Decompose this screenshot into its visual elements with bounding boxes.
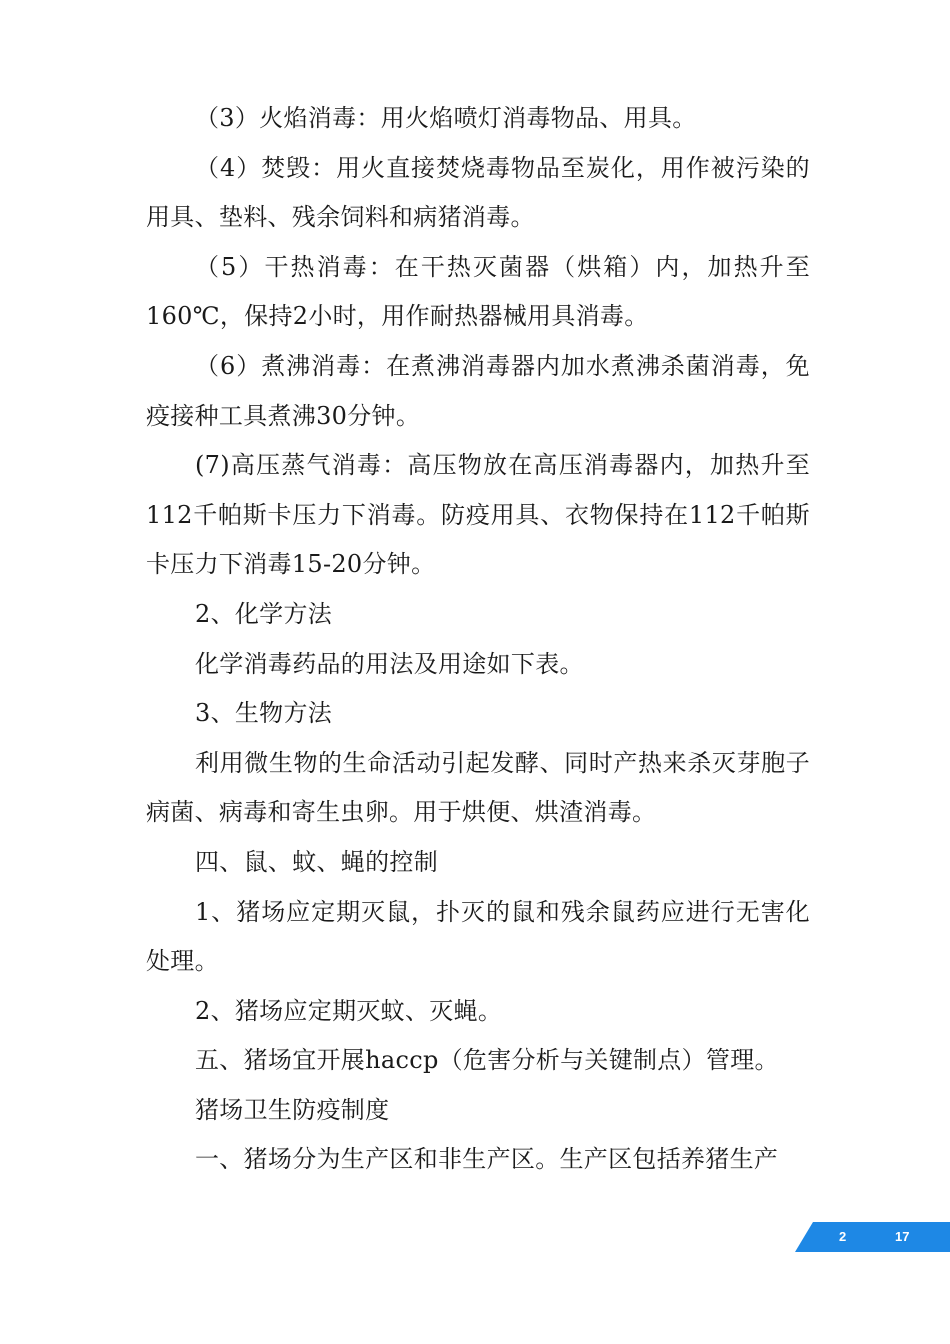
paragraph-rodent-control: 1、猪场应定期灭鼠，扑灭的鼠和残余鼠药应进行无害化处理。	[146, 897, 810, 976]
total-page-count: 17	[895, 1229, 910, 1244]
document-body	[146, 94, 810, 1185]
paragraph-high-pressure-steam: (7)高压蒸气消毒：高压物放在高压消毒器内，加热升至112千帕斯卡压力下消毒。防疫用具、衣物保持在112千帕斯卡压力下消毒15-20分钟。	[146, 451, 810, 579]
paragraph-zones: 一、猪场分为生产区和非生产区。生产区包括养猪生产	[195, 1145, 779, 1174]
paragraph-biological-usage: 利用微生物的生命活动引起发酵、同时产热来杀灭芽胞子病菌、病毒和寄生虫卵。用于烘便、烘渣消毒。	[146, 748, 810, 827]
page-number-bar	[795, 1222, 950, 1252]
paragraph-boiling-disinfection: （6）煮沸消毒：在煮沸消毒器内加水煮沸杀菌消毒，免疫接种工具煮沸30分钟。	[146, 351, 810, 430]
current-page-number: 2	[839, 1229, 847, 1244]
heading-biological-method: 3、生物方法	[195, 699, 333, 728]
page-number-badge	[795, 1222, 950, 1252]
paragraph-dry-heat-disinfection: （5）干热消毒：在干热灭菌器（烘箱）内，加热升至160℃，保持2小时，用作耐热器械用具消毒。	[146, 252, 810, 331]
paragraph-haccp: 五、猪场宜开展haccp（危害分析与关键制点）管理。	[195, 1046, 779, 1075]
heading-pest-control: 四、鼠、蚊、蝇的控制	[195, 847, 438, 876]
paragraph-chemical-usage: 化学消毒药品的用法及用途如下表。	[195, 649, 584, 678]
paragraph-incineration: （4）焚毁：用火直接焚烧毒物品至炭化，用作被污染的用具、垫料、残余饲料和病猪消毒。	[146, 153, 810, 232]
paragraph-flame-disinfection: （3）火焰消毒：用火焰喷灯消毒物品、用具。	[195, 104, 697, 132]
paragraph-mosquito-fly-control: 2、猪场应定期灭蚊、灭蝇。	[195, 996, 503, 1025]
section-title-hygiene-system: 猪场卫生防疫制度	[195, 1095, 390, 1124]
heading-chemical-method: 2、化学方法	[195, 599, 333, 628]
